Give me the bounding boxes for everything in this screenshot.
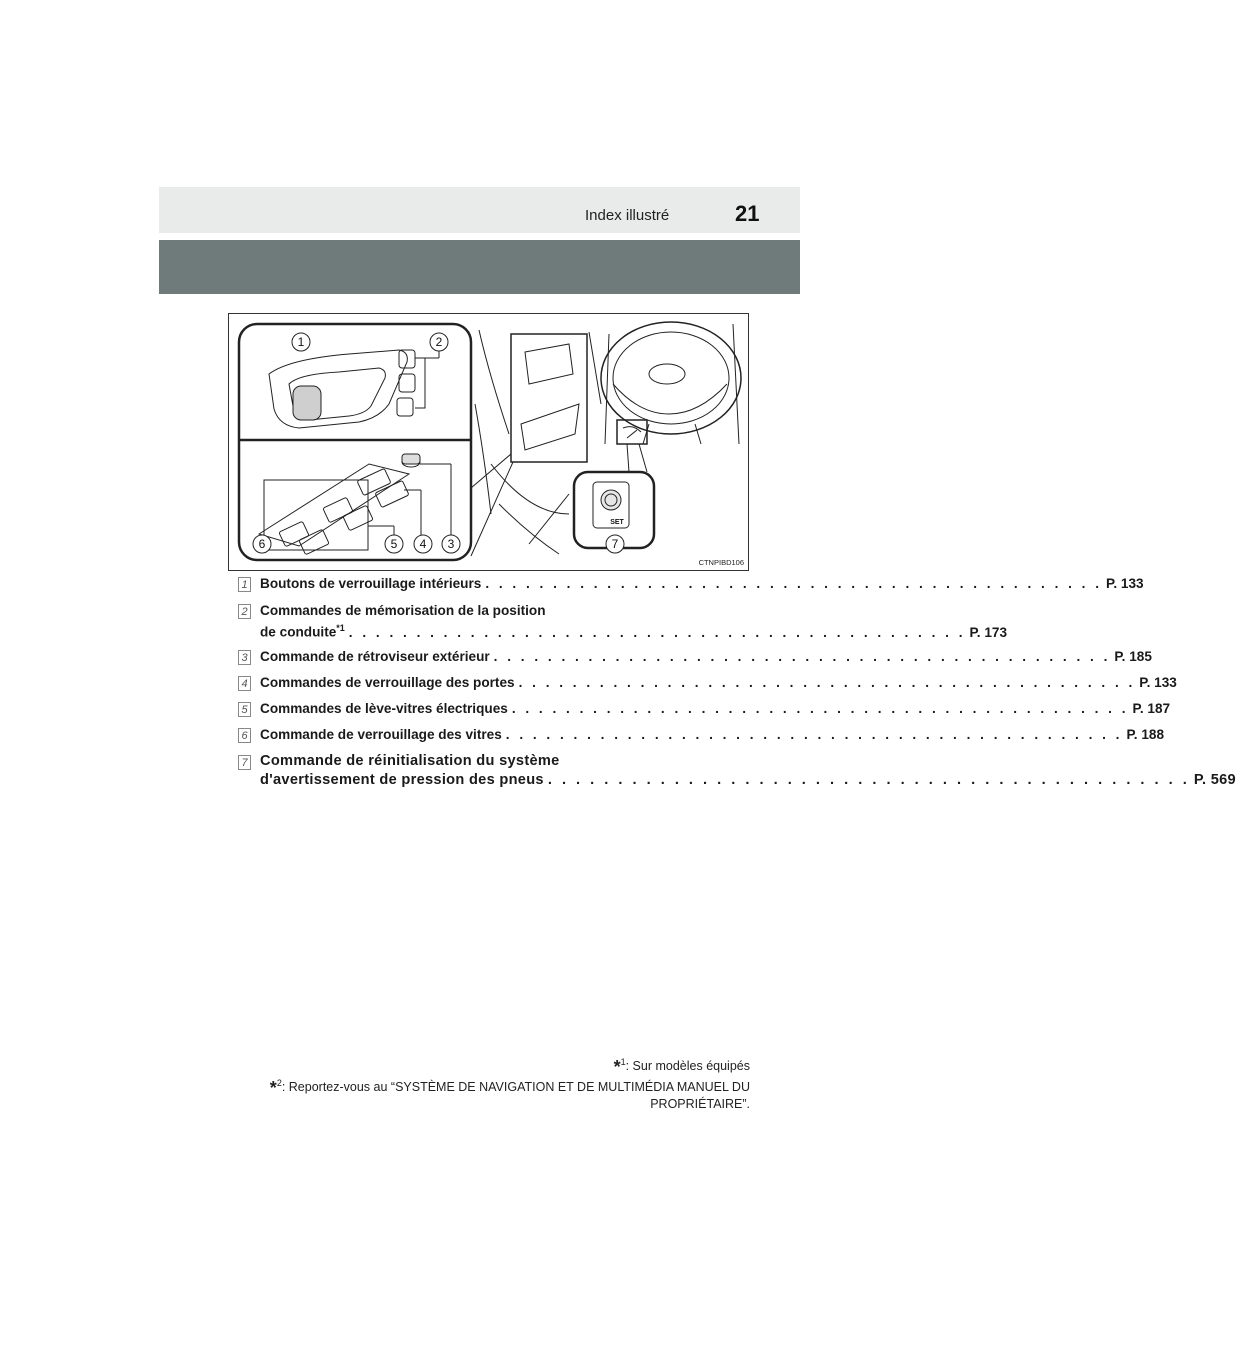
entry-line: Commande de réinitialisation du système bbox=[260, 753, 560, 769]
item-number: 2 bbox=[238, 604, 251, 619]
section-name: Index illustré bbox=[585, 207, 670, 224]
entry-line: Commande de verrouillage des vitres . . . . . . . . . . . . . . . . . . . . . . . . . . . . . . . . . . . . . . . . . . . . . . P. 188 bbox=[260, 727, 1165, 742]
item-number: 1 bbox=[238, 577, 251, 592]
page-reference[interactable]: P. 133 bbox=[1139, 675, 1177, 690]
footnote-2: *$^2$: Reportez-vous au “SYSTÈME DE NAVIGATION ET DE MULTIMÉDIA MANUEL DU bbox=[269, 1078, 750, 1098]
header-band bbox=[159, 187, 800, 233]
entry-line: Commande de rétroviseur extérieur . . . . . . . . . . . . . . . . . . . . . . . . . . . . . . . . . . . . . . . . . . . . . . P. 185 bbox=[260, 649, 1152, 664]
callout-5: 5 bbox=[390, 537, 398, 551]
callout-1: 1 bbox=[297, 335, 305, 349]
item-number: 5 bbox=[238, 702, 251, 717]
entry-line: d'avertissement de pression des pneus . . . . . . . . . . . . . . . . . . . . . . . . . . . . . . . . . . . . . . . . . . . . . . P. 569 bbox=[260, 772, 1236, 788]
item-number: 7 bbox=[238, 755, 251, 770]
callout-3: 3 bbox=[447, 537, 455, 551]
callout-7: 7 bbox=[611, 537, 619, 551]
item-number: 6 bbox=[238, 728, 251, 743]
callout-6: 6 bbox=[258, 537, 266, 551]
page-number: 21 bbox=[735, 201, 760, 226]
page-reference[interactable]: P. 173 bbox=[969, 624, 1008, 640]
set-button-label: SET bbox=[610, 519, 624, 526]
page-reference[interactable]: P. 188 bbox=[1126, 727, 1165, 742]
figure-code: CTNPIBD106 bbox=[698, 558, 744, 567]
footnote-2-continued: PROPRIÉTAIRE”. bbox=[650, 1097, 750, 1111]
entry-line: Boutons de verrouillage intérieurs . . . . . . . . . . . . . . . . . . . . . . . . . . . . . . . . . . . . . . . . . . . . . . P. 133 bbox=[260, 576, 1144, 591]
page-reference[interactable]: P. 185 bbox=[1114, 649, 1152, 664]
item-number: 3 bbox=[238, 650, 251, 665]
entry-line: Commandes de lève-vitres électriques . . . . . . . . . . . . . . . . . . . . . . . . . . . . . . . . . . . . . . . . . . . . . . P. 187 bbox=[260, 701, 1171, 716]
page-reference[interactable]: P. 133 bbox=[1106, 576, 1144, 591]
page-reference[interactable]: P. 187 bbox=[1132, 701, 1171, 716]
item-number: 4 bbox=[238, 676, 251, 691]
illustration-door-panel bbox=[228, 313, 749, 571]
callout-2: 2 bbox=[435, 335, 443, 349]
footnote-1: *$^1$: Sur modèles équipés bbox=[613, 1057, 750, 1077]
footnote-marker: *1 bbox=[336, 623, 345, 633]
footnotes bbox=[190, 1054, 750, 1112]
entry-line: Commandes de mémorisation de la position bbox=[260, 603, 546, 618]
section-tab-bar bbox=[159, 240, 800, 294]
callout-4: 4 bbox=[419, 537, 427, 551]
door-switch-illustration bbox=[229, 314, 750, 572]
entry-line: Commandes de verrouillage des portes . . . . . . . . . . . . . . . . . . . . . . . . . . . . . . . . . . . . . . . . . . . . . . P. 133 bbox=[260, 675, 1177, 690]
entry-line: de conduite$^{*1}$ . . . . . . . . . . . . . . . . . . . . . . . . . . . . . . . . . . . . . . . . . . . . . . P. 173 bbox=[260, 623, 1008, 640]
page-reference[interactable]: P. 569 bbox=[1193, 772, 1236, 788]
